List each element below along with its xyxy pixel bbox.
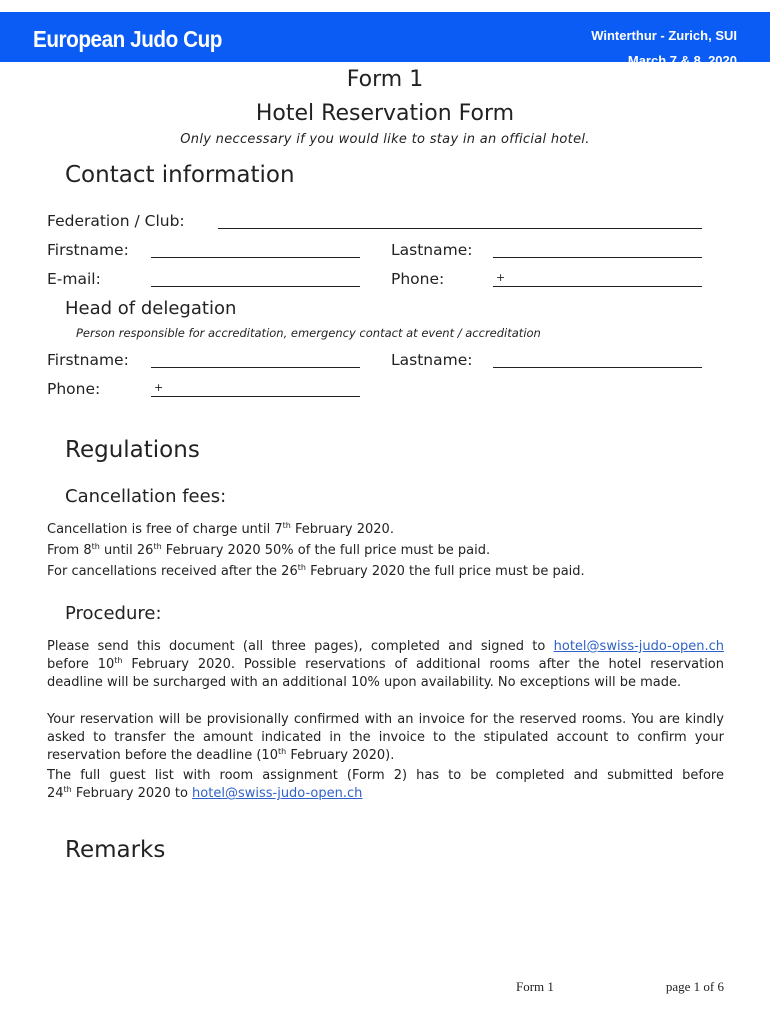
- cancellation-heading: Cancellation fees:: [65, 486, 227, 507]
- delegation-note: Person responsible for accreditation, emergency contact at event / accreditation: [76, 326, 541, 340]
- procedure-paragraph-2: Your reservation will be provisionally confirmed with an invoice for the reserved rooms. You are kindly asked to transfer the amount indicated in the invoice to the stipulated account to confirm your reservation before the deadline (10th February 2020).: [47, 712, 724, 763]
- cancellation-line-2: From 8th until 26th February 2020 50% of the full price must be paid.: [47, 542, 491, 558]
- delegation-heading: Head of delegation: [65, 298, 237, 319]
- procedure-paragraph-3-line-2: 24th February 2020 to hotel@swiss-judo-open.ch: [47, 785, 363, 801]
- remarks-heading: Remarks: [65, 837, 166, 863]
- lastname-field[interactable]: [493, 257, 702, 258]
- cancellation-line-3: For cancellations received after the 26th February 2020 the full price must be paid.: [47, 563, 585, 579]
- firstname-field[interactable]: [151, 257, 360, 258]
- event-title: European Judo Cup: [33, 26, 222, 52]
- email-link[interactable]: hotel@swiss-judo-open.ch: [553, 639, 724, 654]
- delegation-phone-prefix: +: [154, 381, 164, 394]
- cancellation-line-1: Cancellation is free of charge until 7th February 2020.: [47, 521, 394, 537]
- firstname-label: Firstname:: [47, 241, 129, 259]
- delegation-phone-field[interactable]: [151, 396, 360, 397]
- contact-heading: Contact information: [65, 162, 295, 188]
- event-banner: [0, 12, 770, 68]
- phone-field[interactable]: [493, 286, 702, 287]
- email-label: E-mail:: [47, 270, 101, 288]
- regulations-heading: Regulations: [65, 437, 200, 463]
- footer-page-number: page 1 of 6: [665, 979, 724, 994]
- event-dates: March 7 & 8, 2020: [627, 53, 737, 68]
- delegation-firstname-field[interactable]: [151, 367, 360, 368]
- form-title: Hotel Reservation Form: [255, 101, 515, 126]
- delegation-lastname-label: Lastname:: [391, 351, 473, 369]
- procedure-paragraph-1-line-1: Please send this document (all three pages), completed and signed to hotel@swiss-judo-open.ch: [47, 639, 724, 654]
- phone-prefix: +: [496, 271, 506, 284]
- federation-label: Federation / Club:: [47, 212, 185, 230]
- procedure-paragraph-3-line-1: The full guest list with room assignment (Form 2) has to be completed and submitted before: [47, 768, 724, 783]
- delegation-lastname-field[interactable]: [493, 367, 702, 368]
- footer-form-label: Form 1: [516, 979, 554, 994]
- email-field[interactable]: [151, 286, 360, 287]
- lastname-label: Lastname:: [391, 241, 473, 259]
- procedure-heading: Procedure:: [65, 603, 162, 624]
- email-link-2[interactable]: hotel@swiss-judo-open.ch: [192, 786, 363, 801]
- form-number: Form 1: [346, 67, 424, 92]
- event-location: Winterthur - Zurich, SUI: [591, 28, 737, 43]
- federation-field[interactable]: [218, 228, 702, 229]
- form-subtitle: Only neccessary if you would like to stay in an official hotel.: [180, 132, 590, 147]
- procedure-paragraph-1: before 10th February 2020. Possible reservations of additional rooms after the hotel reservation deadline will be surcharged with an additional 10% upon availability. No exceptions will be made.: [47, 656, 724, 690]
- delegation-firstname-label: Firstname:: [47, 351, 129, 369]
- delegation-phone-label: Phone:: [47, 380, 101, 398]
- phone-label: Phone:: [391, 270, 445, 288]
